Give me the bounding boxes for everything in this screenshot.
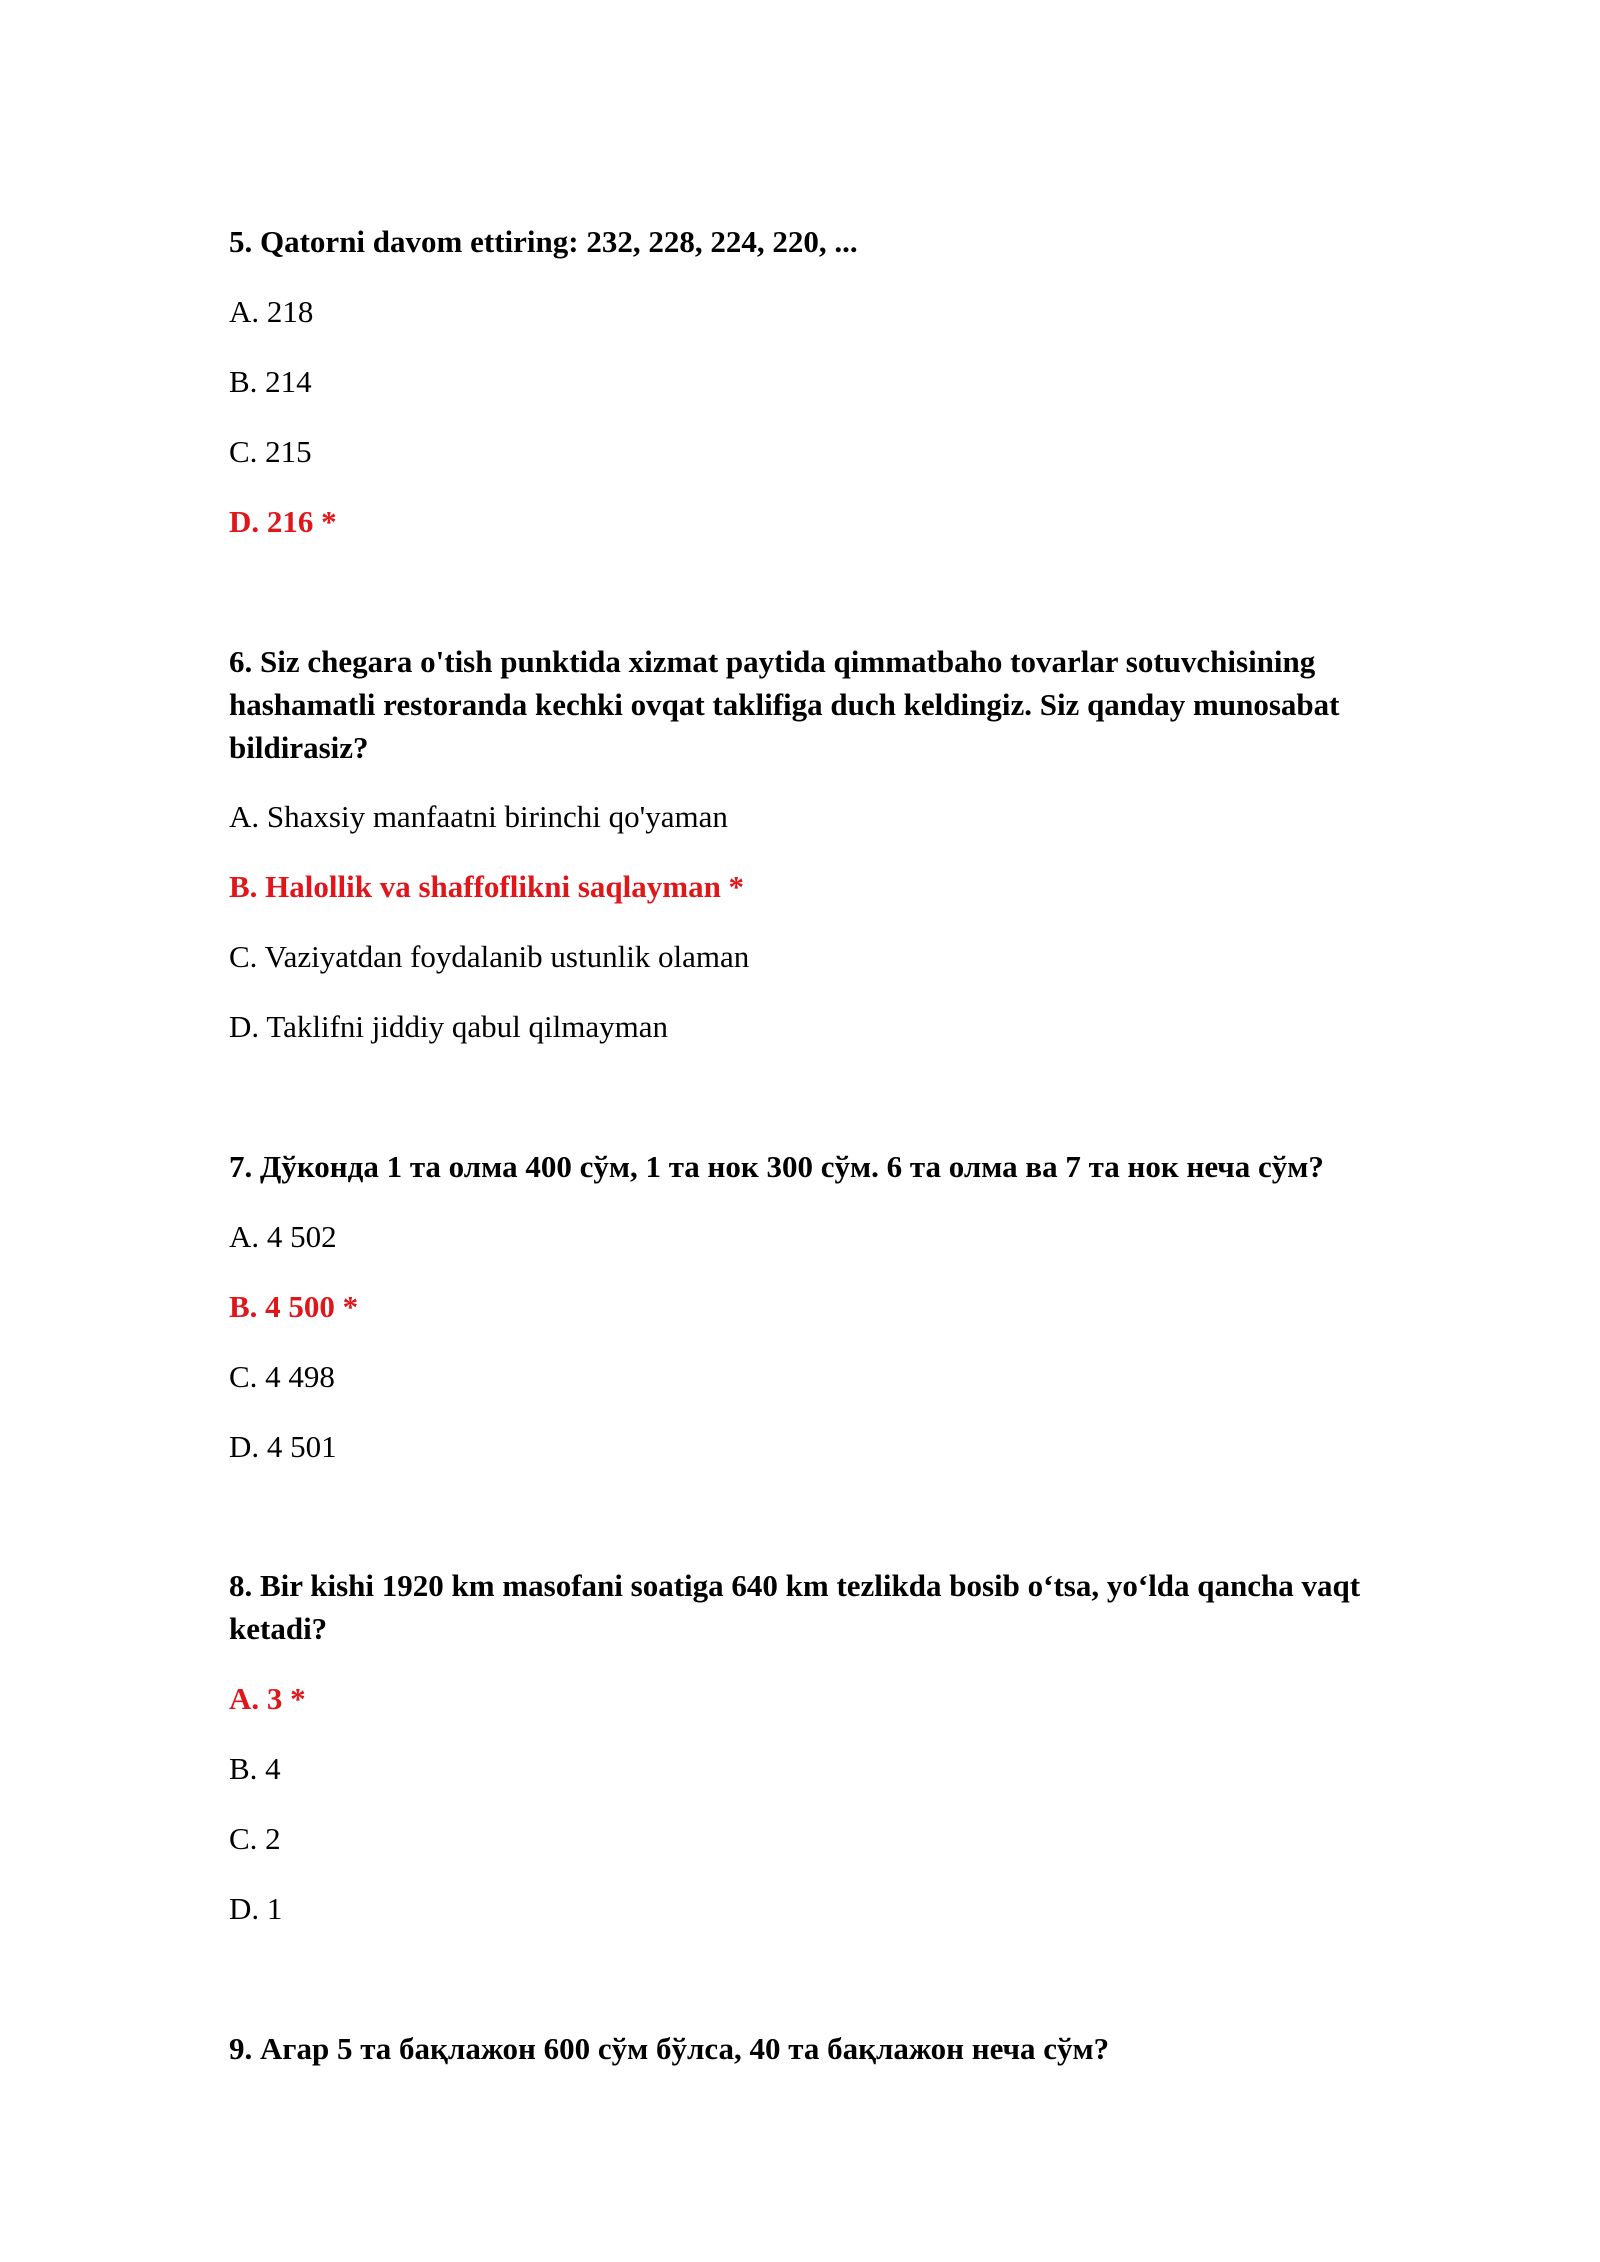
question-5-option-b: B. 214 <box>229 364 312 399</box>
question-6-text-line-1: 6. Siz chegara o'tish punktida xizmat paytida qimmatbaho tovarlar sotuvchisining <box>229 644 1316 679</box>
question-8-text-line-1: 8. Bir kishi 1920 km masofani soatiga 640 km tezlikda bosib o‘tsa, yo‘lda qancha vaqt <box>229 1568 1361 1603</box>
question-6-option-d: D. Taklifni jiddiy qabul qilmayman <box>229 1009 668 1044</box>
question-8-text-line-2: ketadi? <box>229 1611 328 1646</box>
question-7-option-c: C. 4 498 <box>229 1359 335 1394</box>
question-6-option-a: A. Shaxsiy manfaatni birinchi qo'yaman <box>229 799 728 834</box>
question-5-option-c: C. 215 <box>229 434 312 469</box>
question-5-text: 5. Qatorni davom ettiring: 232, 228, 224, 220, ... <box>229 224 858 259</box>
question-8-option-d: D. 1 <box>229 1891 283 1926</box>
question-9-text: 9. Агар 5 та бақлажон 600 сўм бўлса, 40 та бақлажон неча сўм? <box>229 2031 1110 2066</box>
question-7-option-d: D. 4 501 <box>229 1429 337 1464</box>
question-5-option-d-correct: D. 216 * <box>229 504 337 539</box>
question-8-option-a-correct: A. 3 * <box>229 1681 306 1716</box>
question-8-option-c: C. 2 <box>229 1821 281 1856</box>
question-6-option-b-correct: B. Halollik va shaffoflikni saqlayman * <box>229 869 745 904</box>
question-6-text-line-2: hashamatli restoranda kechki ovqat taklifiga duch keldingiz. Siz qanday munosabat <box>229 687 1340 722</box>
question-5-option-a: A. 218 <box>229 294 314 329</box>
question-6-text-line-3: bildirasiz? <box>229 730 369 765</box>
question-7-text: 7. Дўконда 1 та олма 400 сўм, 1 та нок 300 сўм. 6 та олма ва 7 та нок неча сўм? <box>229 1149 1324 1184</box>
question-8-option-b: B. 4 <box>229 1751 281 1786</box>
question-7-option-b-correct: B. 4 500 * <box>229 1289 359 1324</box>
question-6-option-c: C. Vaziyatdan foydalanib ustunlik olaman <box>229 939 750 974</box>
question-7-option-a: A. 4 502 <box>229 1219 337 1254</box>
